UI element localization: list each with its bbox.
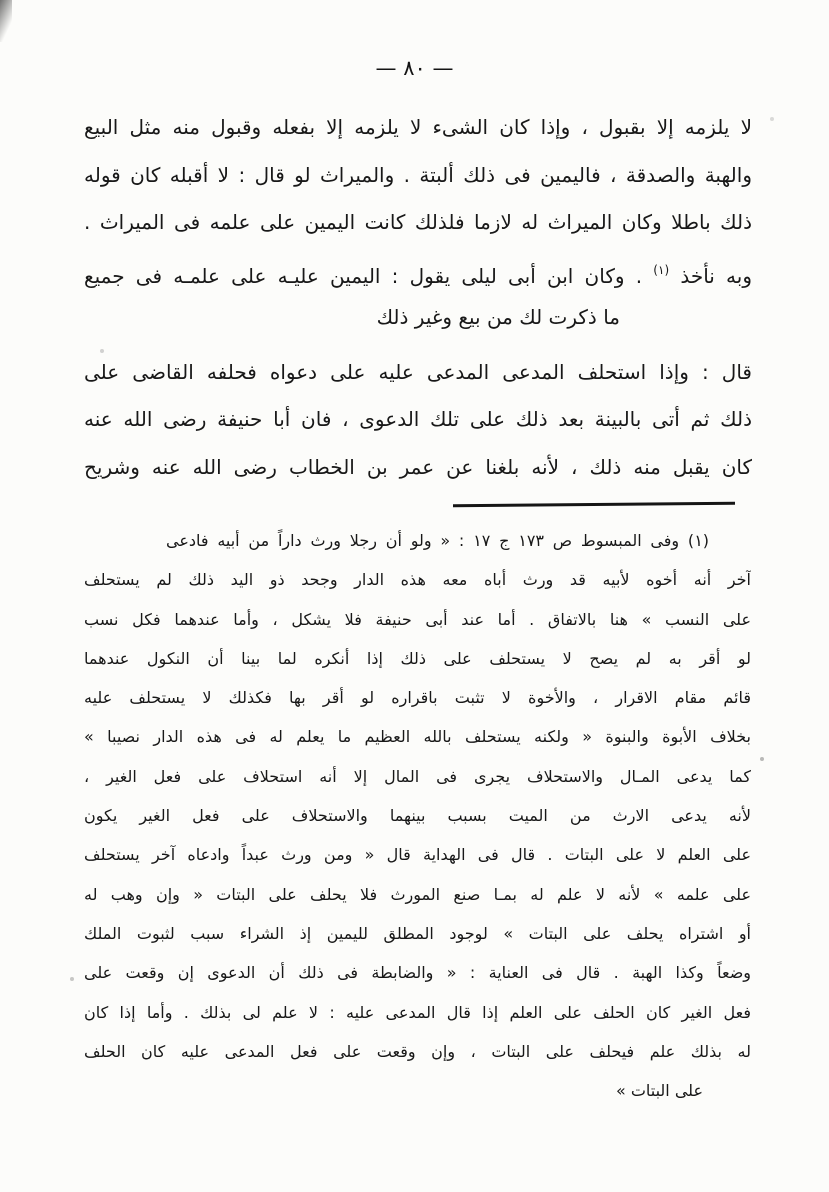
footnote-line: على النسب » هنا بالاتفاق . أما عند أبى حنيفة فلا يشكل ، وأما عندهما فكل نسب <box>84 609 751 629</box>
footnote-ref-mark: (١) <box>653 262 670 277</box>
footnote-line: لأنه يدعى الارث من الميت بسبب بينهما والاستحلاف على فعل الغير يكون <box>84 806 751 826</box>
footnote-line: (١) وفى المبسوط ص ١٧٣ ج ١٧ : « ولو أن رجلا ورث داراً من أبيه فادعى <box>166 531 710 550</box>
page-number: — ٨٠ — <box>375 56 454 80</box>
scan-corner-artifact <box>0 0 12 42</box>
text-line: قال : وإذا استحلف المدعى المدعى عليه على دعواه فحلفه القاضى على <box>84 359 752 384</box>
text-line: ذلك باطلا وكان الميراث له لازما فلذلك كانت اليمين على علمه فى الميراث . <box>84 210 752 234</box>
text-line <box>84 247 752 295</box>
footnote-separator-rule <box>453 502 735 507</box>
footnote-line: بخلاف الأبوة والبنوة « ولكنه يستحلف بالله العظيم ما يعلم له فى هذه الدار نصيبا » <box>84 727 751 747</box>
text-line: كان يقبل منه ذلك ، لأنه بلغنا عن عمر بن الخطاب رضى الله عنه وشريح <box>84 454 752 479</box>
text-segment: وبه نأخذ <box>669 263 752 288</box>
footnote-line: آخر أنه أخوه لأبيه قد ورث أباه معه هذه الدار وجحد ذو اليد ذلك لم يستحلف <box>84 570 751 590</box>
footnote-block <box>84 521 751 1110</box>
text-line: والهبة والصدقة ، فاليمين فى ذلك ألبتة . والميراث لو قال : لا أقبله كان قوله <box>84 162 752 187</box>
footnote-line: فعل الغير كان الحلف على العلم إذا قال المدعى عليه : لا علم لى بذلك . وأما إذا كان <box>84 1002 751 1022</box>
body-text <box>84 104 752 491</box>
footnote-line: لو أقر به لم يصح لا يستحلف على ذلك إذا أنكره لما بينا أن النكول عندهما <box>84 648 751 668</box>
footnote-line: على العلم لا على البتات . قال فى الهداية قال « ومن ورث عبداً وادعاه آخر يستحلف <box>84 845 751 865</box>
text-line: ذلك ثم أتى بالبينة بعد ذلك على تلك الدعوى ، فان أبا حنيفة رضى الله عنه <box>84 407 752 431</box>
text-line: لا يلزمه إلا بقبول ، وإذا كان الشىء لا يلزمه إلا بفعله وقبول منه مثل البيع <box>84 115 752 139</box>
paragraph <box>84 104 752 342</box>
footnote-line: وضعاً وكذا الهبة . قال فى العناية : « والضابطة فى ذلك أن الدعوى إن وقعت على <box>84 963 751 983</box>
scan-speckle-artifact <box>760 757 764 761</box>
footnote-line: كما يدعى المـال والاستحلاف يجرى فى المال إلا أنه استحلاف على فعل الغير ، <box>84 766 751 786</box>
paragraph <box>84 349 752 492</box>
text-line: ما ذكرت لك من بيع وغير ذلك <box>376 305 620 329</box>
footnote-line: على البتات » <box>615 1081 703 1101</box>
footnote-line: على علمه » لأنه لا علم له بمـا صنع المورث فلا يحلف على البتات « وإن وهب له <box>84 884 751 904</box>
text-segment: . وكان ابن أبى ليلى يقول : اليمين عليـه على علمـه فى جميع <box>84 263 654 288</box>
footnote-line: قائم مقام الاقرار ، والأخوة لا تثبت باقراره لو أقر بها فكذلك لا يستحلف عليه <box>84 688 751 708</box>
footnote-line: له بذلك علم فيحلف على البتات ، وإن وقعت على فعل المدعى عليه كان الحلف <box>84 1041 751 1061</box>
footnote-line: أو اشتراه يحلف على البتات » لوجود المطلق لليمين إذ الشراء سبب لثبوت الملك <box>84 923 751 943</box>
